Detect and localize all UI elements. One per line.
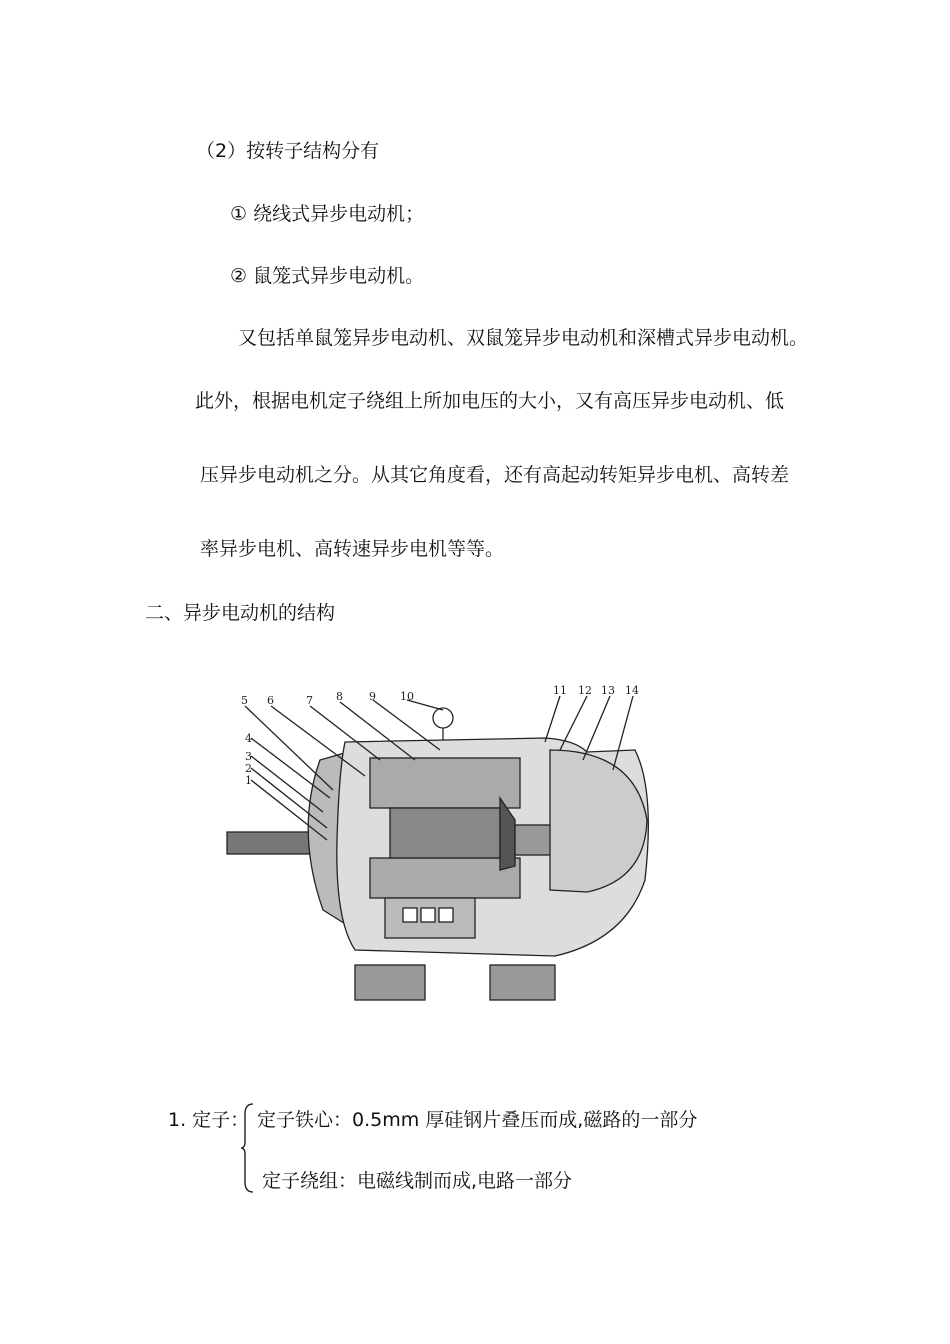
figure-label-10: 10 [400, 690, 414, 703]
figure-label-4: 4 [245, 732, 252, 745]
figure-label-2: 2 [245, 762, 252, 775]
rotor [390, 808, 500, 858]
figure-label-7: 7 [306, 694, 313, 707]
paragraph-rotor-types: （2）按转子结构分有 [196, 140, 380, 162]
lifting-eye [433, 708, 453, 728]
stator-label: 1. 定子： [168, 1109, 250, 1131]
figure-label-6: 6 [267, 694, 274, 707]
list-item-wound-rotor: ① 绕线式异步电动机； [230, 203, 425, 225]
list-item-squirrel-cage: ② 鼠笼式异步电动机。 [230, 265, 425, 287]
figure-label-12: 12 [578, 684, 592, 697]
paragraph-voltage: 此外，根据电机定子绕组上所加电压的大小，又有高压异步电动机、低 [195, 390, 785, 412]
figure-label-5: 5 [241, 694, 248, 707]
motor-structure-figure [215, 680, 665, 1030]
stator-winding-item: 定子绕组：电磁线制而成,电路一部分 [262, 1170, 573, 1192]
figure-label-13: 13 [601, 684, 615, 697]
stator-core-item: 定子铁心：0.5mm 厚硅钢片叠压而成,磁路的一部分 [257, 1109, 698, 1131]
section-heading: 二、异步电动机的结构 [145, 602, 336, 624]
base-foot-left [355, 965, 425, 1000]
paragraph-voltage-cont: 压异步电动机之分。从其它角度看，还有高起动转矩异步电机、高转差 [200, 464, 790, 486]
figure-label-14: 14 [625, 684, 639, 697]
paragraph-other-types: 率异步电机、高转速异步电机等等。 [200, 538, 505, 560]
figure-label-1: 1 [245, 774, 252, 787]
figure-label-3: 3 [245, 750, 252, 763]
figure-label-8: 8 [336, 690, 343, 703]
figure-label-11: 11 [553, 684, 567, 697]
brace [240, 1102, 254, 1194]
stator-core-lower [370, 858, 520, 898]
paragraph-cage-types: 又包括单鼠笼异步电动机、双鼠笼异步电动机和深槽式异步电动机。 [238, 327, 809, 349]
figure-label-9: 9 [369, 690, 376, 703]
stator-core [370, 758, 520, 808]
base-foot-right [490, 965, 555, 1000]
